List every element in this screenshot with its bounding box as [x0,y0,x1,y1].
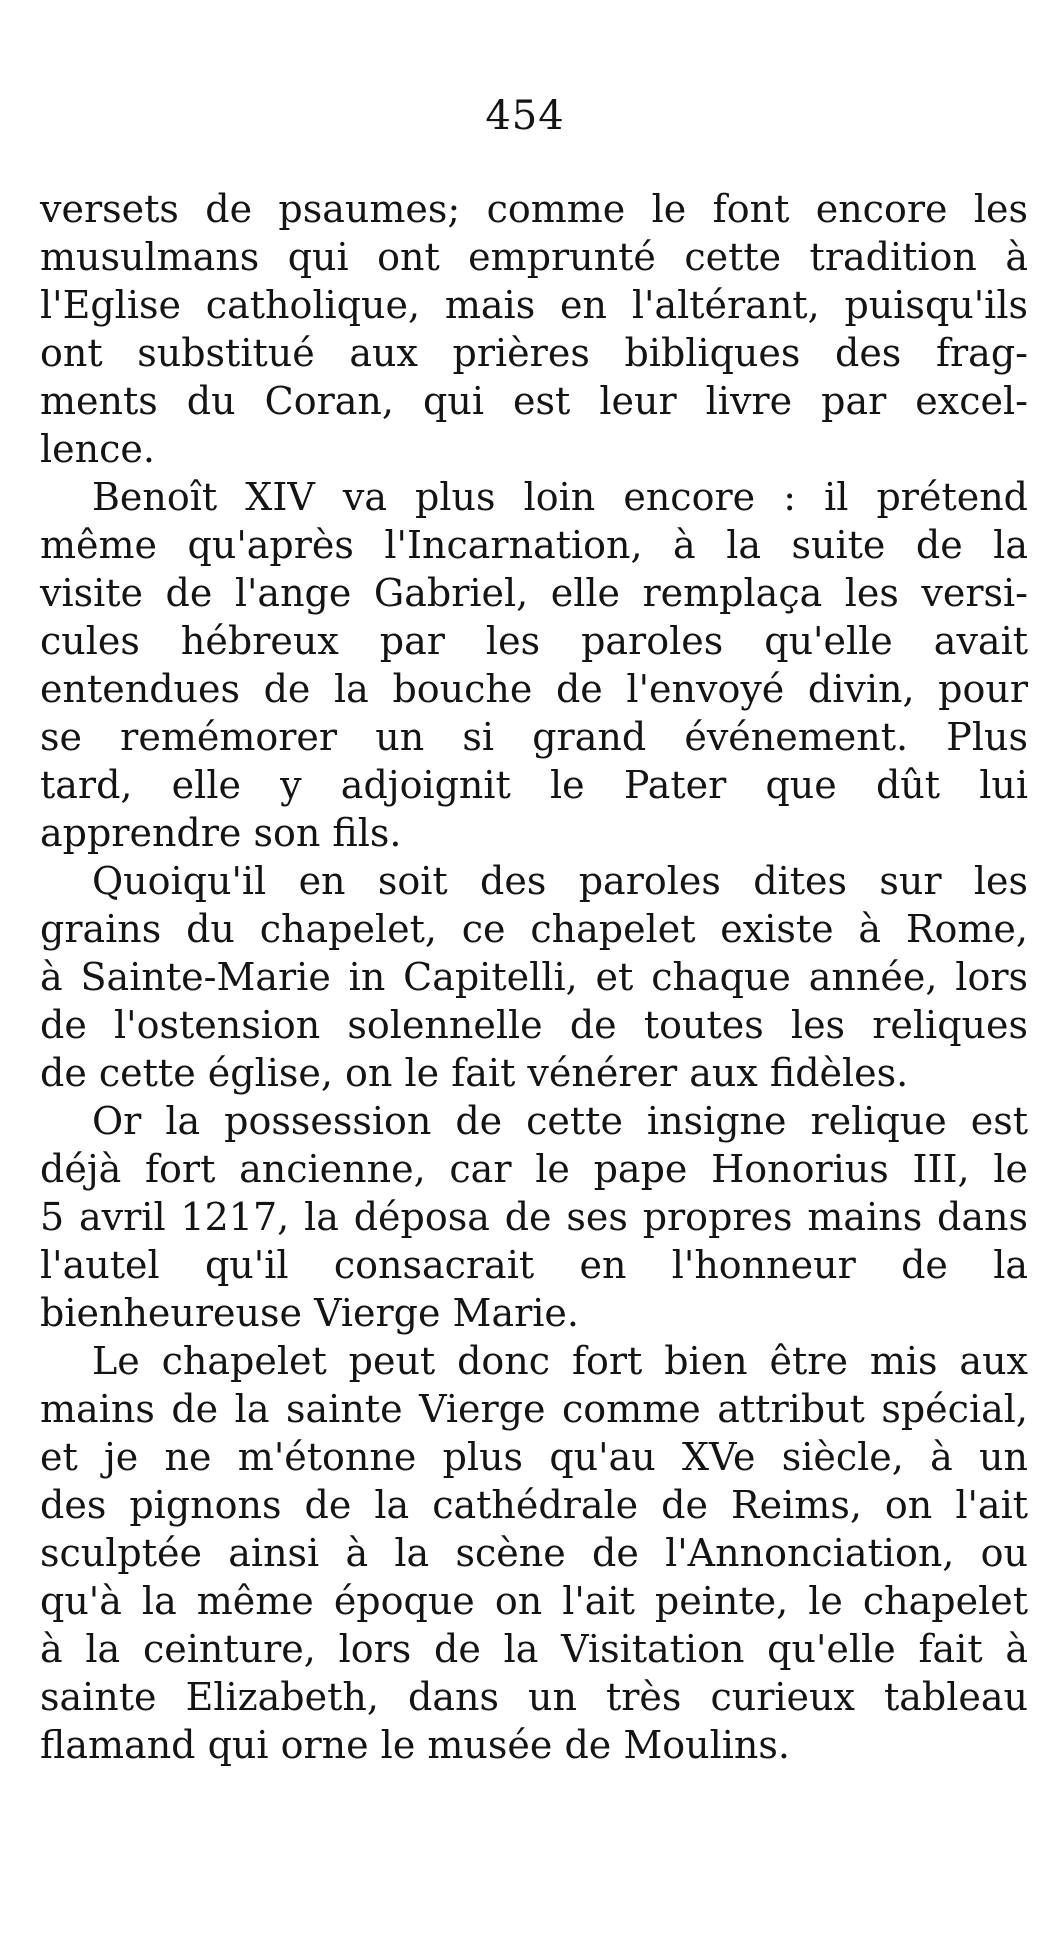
text-line: de cette église, on le fait vénérer aux fidèles. [40,1051,909,1095]
paragraph [40,1337,1028,1769]
paragraph [40,1097,1028,1337]
text-line: lence. [40,427,155,471]
text-line: se remémorer un si grand événement. Plus [40,715,1028,759]
text-line: ont substitué aux prières bibliques des frag- [40,331,1028,375]
text-line: mains de la sainte Vierge comme attribut spécial, [40,1387,1028,1431]
text-line: des pignons de la cathédrale de Reims, on l'ait [40,1483,1028,1527]
paragraph [40,473,1028,857]
body-text [40,185,1028,1769]
text-line: déjà fort ancienne, car le pape Honorius III, le [40,1147,1028,1191]
text-line: Benoît XIV va plus loin encore : il prétend [92,475,1028,519]
text-line: cules hébreux par les paroles qu'elle avait [40,619,1028,663]
text-line: l'autel qu'il consacrait en l'honneur de la [40,1243,1028,1287]
text-line: Or la possession de cette insigne relique est [92,1099,1028,1143]
text-line: de l'ostension solennelle de toutes les reliques [40,1003,1028,1047]
text-line: bienheureuse Vierge Marie. [40,1291,579,1335]
text-line: apprendre son fils. [40,811,402,855]
text-line: ments du Coran, qui est leur livre par excel- [40,379,1028,423]
text-line: musulmans qui ont emprunté cette tradition à [40,235,1028,279]
text-line: Le chapelet peut donc fort bien être mis aux [92,1339,1028,1383]
text-line: même qu'après l'Incarnation, à la suite de la [40,523,1028,567]
text-line: tard, elle y adjoignit le Pater que dût lui [40,763,1028,807]
text-line: versets de psaumes; comme le font encore les [40,187,1028,231]
text-line: et je ne m'étonne plus qu'au XVe siècle, à un [40,1435,1028,1479]
text-line: entendues de la bouche de l'envoyé divin, pour [40,667,1028,711]
text-line: sculptée ainsi à la scène de l'Annonciation, ou [40,1531,1028,1575]
text-line: sainte Elizabeth, dans un très curieux tableau [40,1675,1028,1719]
page-number: 454 [485,93,565,139]
paragraph [40,185,1028,473]
paragraph [40,857,1028,1097]
text-line: qu'à la même époque on l'ait peinte, le chapelet [40,1579,1028,1623]
text-line: flamand qui orne le musée de Moulins. [40,1723,790,1767]
text-line: l'Eglise catholique, mais en l'altérant, puisqu'ils [40,283,1028,327]
text-line: à Sainte-Marie in Capitelli, et chaque année, lors [40,955,1028,999]
text-line: visite de l'ange Gabriel, elle remplaça les versi- [40,571,1028,615]
text-line: 5 avril 1217, la déposa de ses propres mains dans [40,1195,1028,1239]
text-line: à la ceinture, lors de la Visitation qu'elle fait à [40,1627,1028,1671]
text-line: grains du chapelet, ce chapelet existe à Rome, [40,907,1028,951]
text-line: Quoiqu'il en soit des paroles dites sur les [92,859,1028,903]
